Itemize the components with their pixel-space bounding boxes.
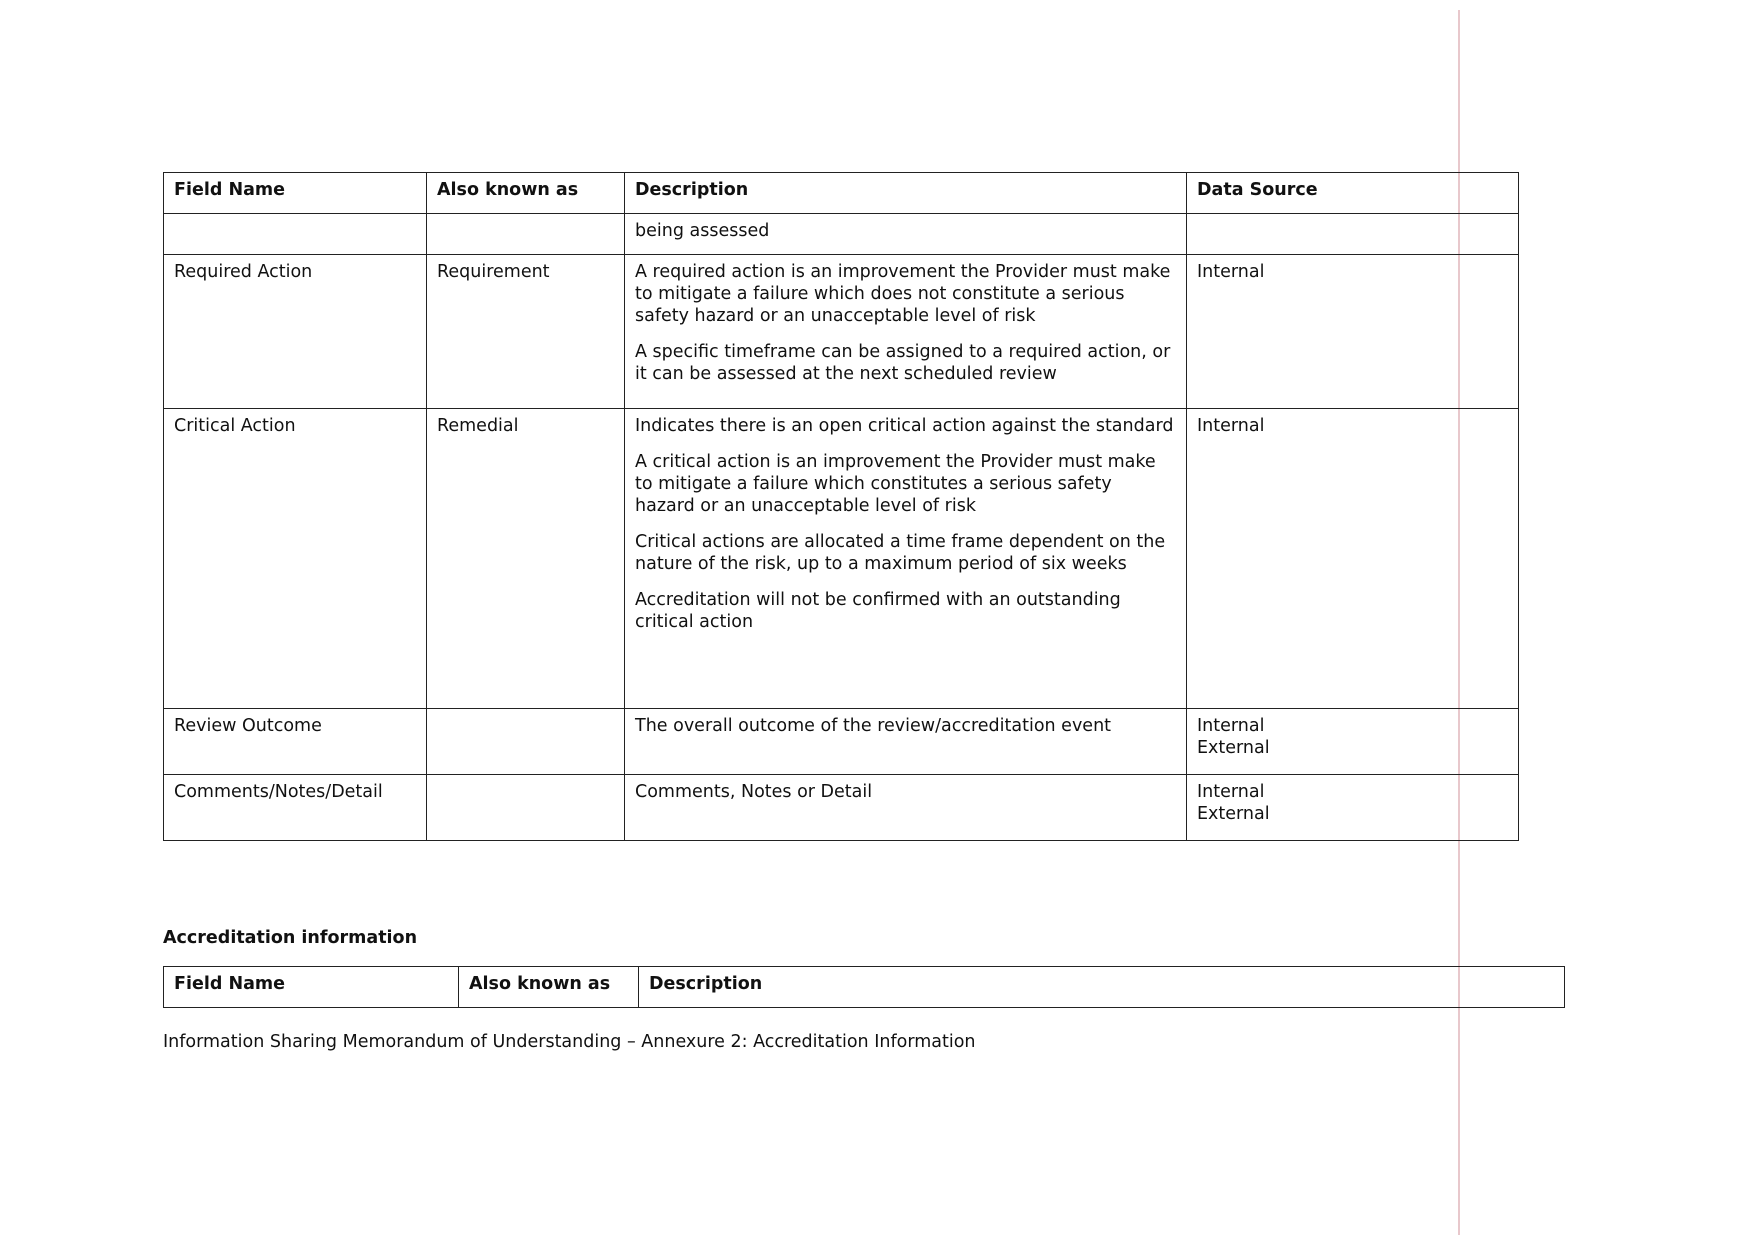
table-row: [164, 409, 1519, 709]
header-description: Description: [625, 173, 1187, 214]
data-source-value: Internal: [1197, 416, 1265, 436]
header-description: Description: [639, 967, 1565, 1008]
data-source-cell: [1187, 409, 1519, 709]
field-name-cell: Critical Action: [164, 409, 427, 709]
aka-cell: [427, 709, 625, 775]
data-source-value: Internal: [1197, 262, 1265, 282]
description-paragraph: being assessed: [635, 221, 770, 241]
header-field-name: Field Name: [164, 173, 427, 214]
description-paragraph: Comments, Notes or Detail: [635, 782, 873, 802]
description-paragraph: Accreditation will not be confirmed with an outstanding critical action: [635, 590, 1121, 632]
description-paragraph: Critical actions are allocated a time frame dependent on the nature of the risk, up to a maximum period of six weeks: [635, 532, 1166, 574]
description-cell: [625, 255, 1187, 409]
data-source-value: External: [1197, 804, 1270, 824]
data-source-cell: [1187, 709, 1519, 775]
description-cell: [625, 214, 1187, 255]
description-cell: [625, 709, 1187, 775]
field-name-cell: Required Action: [164, 255, 427, 409]
description-paragraph: A required action is an improvement the Provider must make to mitigate a failure which does not constitute a serious safety hazard or an unacceptable level of risk: [635, 262, 1171, 326]
aka-cell: [427, 775, 625, 841]
description-paragraph: A specific timeframe can be assigned to a required action, or it can be assessed at the next scheduled review: [635, 342, 1171, 384]
field-name-cell: [164, 214, 427, 255]
field-name-cell: Review Outcome: [164, 709, 427, 775]
description-paragraph: The overall outcome of the review/accreditation event: [635, 716, 1112, 736]
table-row: [164, 775, 1519, 841]
field-definitions-table: [163, 172, 1519, 841]
field-name-cell: Comments/Notes/Detail: [164, 775, 427, 841]
data-source-cell: [1187, 255, 1519, 409]
data-source-cell: [1187, 214, 1519, 255]
aka-cell: Requirement: [427, 255, 625, 409]
description-cell: [625, 409, 1187, 709]
header-also-known-as: Also known as: [427, 173, 625, 214]
table-row: [164, 255, 1519, 409]
description-paragraph: Indicates there is an open critical action against the standard: [635, 416, 1174, 436]
page-footer: Information Sharing Memorandum of Understanding – Annexure 2: Accreditation Information: [163, 1032, 976, 1052]
aka-cell: [427, 214, 625, 255]
section-heading: Accreditation information: [163, 928, 418, 948]
data-source-cell: [1187, 775, 1519, 841]
table-header-row: [164, 967, 1565, 1008]
table-header-row: [164, 173, 1519, 214]
header-field-name: Field Name: [164, 967, 459, 1008]
header-also-known-as: Also known as: [459, 967, 639, 1008]
data-source-value: Internal: [1197, 716, 1265, 736]
accreditation-table: [163, 966, 1565, 1008]
table-row: [164, 709, 1519, 775]
description-cell: [625, 775, 1187, 841]
data-source-value: External: [1197, 738, 1270, 758]
description-paragraph: A critical action is an improvement the Provider must make to mitigate a failure which constitutes a serious safety hazard or an unacceptable level of risk: [635, 452, 1156, 516]
aka-cell: Remedial: [427, 409, 625, 709]
table-row: [164, 214, 1519, 255]
header-data-source: Data Source: [1187, 173, 1519, 214]
data-source-value: Internal: [1197, 782, 1265, 802]
